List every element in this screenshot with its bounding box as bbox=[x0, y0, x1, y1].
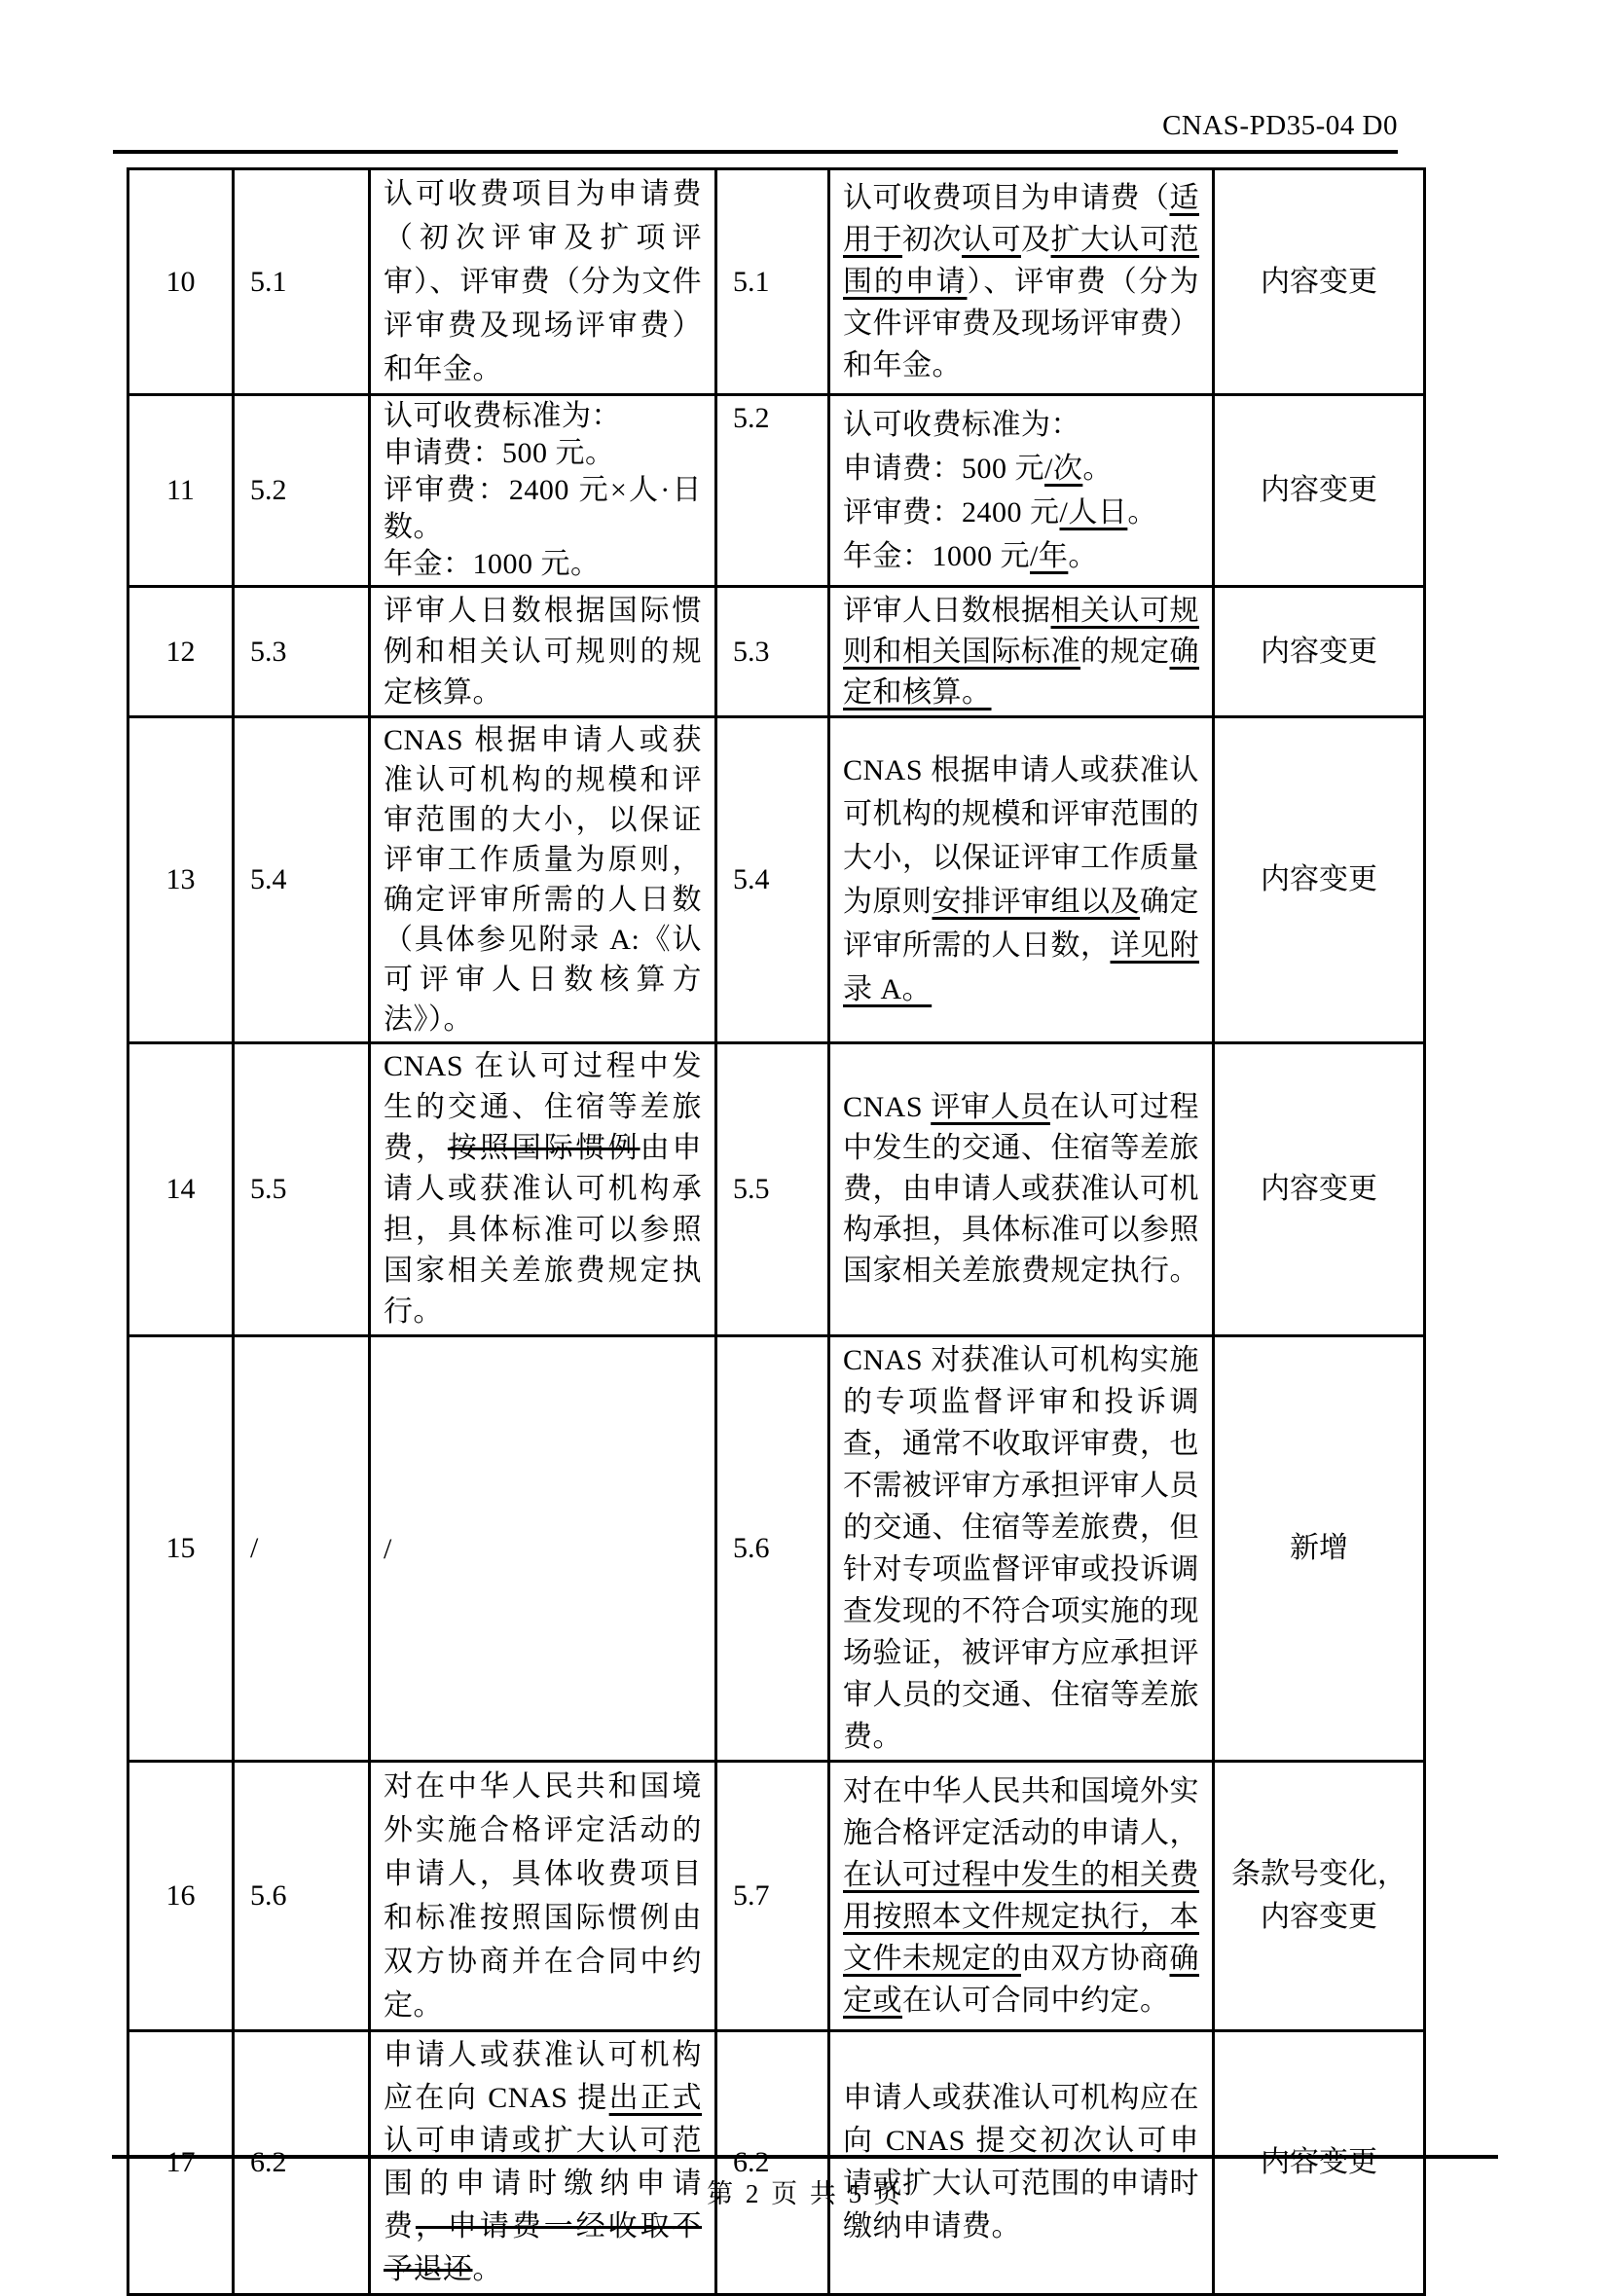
new-text-cell bbox=[829, 2031, 1214, 2295]
new-text-cell bbox=[829, 395, 1214, 587]
row-number: 17 bbox=[165, 2146, 196, 2178]
old-clause-text: 认可收费标准为： 申请费：500 元。 评审费：2400 元×人·日数。 年金：1000 元。 bbox=[384, 400, 702, 580]
change-type: 内容变更 bbox=[1261, 2146, 1377, 2178]
old-clause-cell bbox=[234, 587, 370, 717]
old-clause-cell bbox=[234, 1043, 370, 1336]
change-type: 内容变更 bbox=[1261, 265, 1377, 298]
old-clause-cell bbox=[234, 2031, 370, 2295]
old-clause-text: CNAS 根据申请人或获准认可机构的规模和评审范围的大小，以保证评审工作质量为原则，确定评审所需的人日数（具体参见附录 A:《认可评审人日数核算方法》）。 bbox=[384, 724, 702, 1036]
new-text-cell bbox=[829, 587, 1214, 717]
old-text-cell bbox=[370, 1762, 716, 2031]
change-type-cell bbox=[1214, 1043, 1425, 1336]
row-number: 12 bbox=[165, 635, 196, 668]
new-clause-cell bbox=[716, 395, 829, 587]
new-clause-text: 评审人日数根据相关认可规则和相关国际标准的规定确定和核算。 bbox=[843, 594, 1199, 709]
new-clause-text: 认可收费项目为申请费（适用于初次认可及扩大认可范围的申请）、评审费（分为文件评审费及现场评审费）和年金。 bbox=[843, 182, 1200, 382]
new-clause-text: 对在中华人民共和国境外实施合格评定活动的申请人，在认可过程中发生的相关费用按照本文件规定执行，本文件未规定的由双方协商确定或在认可合同中约定。 bbox=[843, 1775, 1199, 2017]
change-type-cell bbox=[1214, 587, 1425, 717]
old-clause-number: 5.1 bbox=[250, 265, 287, 298]
new-clause-cell bbox=[716, 1043, 829, 1336]
old-clause-text: 申请人或获准认可机构应在向 CNAS 提出正式认可申请或扩大认可范围的申请时缴纳申请费，申请费一经收取不予退还。 bbox=[384, 2039, 703, 2285]
old-text-cell bbox=[370, 717, 716, 1043]
new-clause-number: 5.5 bbox=[733, 1173, 770, 1205]
table-row bbox=[128, 2031, 1425, 2295]
table-row bbox=[128, 1336, 1425, 1762]
table-row bbox=[128, 717, 1425, 1043]
new-clause-cell bbox=[716, 2031, 829, 2295]
new-clause-number: 5.7 bbox=[733, 1879, 770, 1912]
old-clause-text: 对在中华人民共和国境外实施合格评定活动的申请人，具体收费项目和标准按照国际惯例由双方协商并在合同中约定。 bbox=[384, 1770, 702, 2022]
change-type: 内容变更 bbox=[1261, 863, 1377, 895]
change-type: 条款号变化， 内容变更 bbox=[1231, 1858, 1407, 1933]
old-clause-number: 5.2 bbox=[250, 474, 287, 506]
revision-comparison-table bbox=[127, 167, 1426, 2296]
new-clause-number: 5.3 bbox=[733, 635, 770, 668]
old-clause-number: 5.3 bbox=[250, 635, 287, 668]
new-clause-number: 5.1 bbox=[733, 265, 770, 298]
old-text-cell bbox=[370, 169, 716, 395]
old-clause-text: 评审人日数根据国际惯例和相关认可规则的规定核算。 bbox=[384, 594, 702, 709]
table-row bbox=[128, 395, 1425, 587]
row-number-cell bbox=[128, 1043, 234, 1336]
row-number-cell bbox=[128, 395, 234, 587]
old-text-cell bbox=[370, 395, 716, 587]
new-clause-cell bbox=[716, 717, 829, 1043]
change-type-cell bbox=[1214, 1762, 1425, 2031]
new-clause-text: CNAS 评审人员在认可过程中发生的交通、住宿等差旅费，由申请人或获准认可机构承担，具体标准可以参照国家相关差旅费规定执行。 bbox=[843, 1091, 1200, 1287]
row-number: 14 bbox=[165, 1173, 196, 1205]
new-clause-cell bbox=[716, 1762, 829, 2031]
old-clause-number: / bbox=[250, 1532, 259, 1564]
old-clause-cell bbox=[234, 717, 370, 1043]
row-number: 13 bbox=[165, 863, 196, 895]
new-text-cell bbox=[829, 1336, 1214, 1762]
new-clause-cell bbox=[716, 1336, 829, 1762]
new-text-cell bbox=[829, 1043, 1214, 1336]
new-clause-number: 6.2 bbox=[733, 2146, 770, 2178]
new-clause-text: CNAS 根据申请人或获准认可机构的规模和评审范围的大小，以保证评审工作质量为原则安排评审组以及确定评审所需的人日数，详见附录 A。 bbox=[843, 754, 1199, 1005]
new-text-cell bbox=[829, 717, 1214, 1043]
new-clause-number: 5.2 bbox=[733, 402, 770, 434]
row-number-cell bbox=[128, 587, 234, 717]
old-clause-text: 认可收费项目为申请费（初次评审及扩项评审）、评审费（分为文件评审费及现场评审费）和年金。 bbox=[384, 178, 702, 385]
change-type-cell bbox=[1214, 169, 1425, 395]
old-clause-number: 5.6 bbox=[250, 1879, 287, 1912]
old-text-cell bbox=[370, 1043, 716, 1336]
new-clause-text: 申请人或获准认可机构应在向 CNAS 提交初次认可申请或扩大认可范围的申请时缴纳申请费。 bbox=[843, 2082, 1200, 2242]
page-number: 第 2 页 共 5 页 bbox=[707, 2179, 903, 2208]
footer-rule bbox=[112, 2155, 1498, 2159]
table-row bbox=[128, 587, 1425, 717]
old-clause-cell bbox=[234, 395, 370, 587]
new-text-cell bbox=[829, 169, 1214, 395]
change-type-cell bbox=[1214, 395, 1425, 587]
new-clause-text: CNAS 对获准认可机构实施的专项监督评审和投诉调查，通常不收取评审费，也不需被评审方承担评审人员的交通、住宿等差旅费，但针对专项监督评审或投诉调查发现的不符合项实施的现场验证，被评审方应承担评审人员的交通、住宿等差旅费。 bbox=[843, 1344, 1199, 1753]
old-clause-text: CNAS 在认可过程中发生的交通、住宿等差旅费，按照国际惯例由申请人或获准认可机构承担，具体标准可以参照国家相关差旅费规定执行。 bbox=[384, 1050, 703, 1328]
table-row bbox=[128, 1043, 1425, 1336]
new-clause-number: 5.4 bbox=[733, 863, 770, 895]
row-number-cell bbox=[128, 169, 234, 395]
change-type-cell bbox=[1214, 1336, 1425, 1762]
table-row bbox=[128, 1762, 1425, 2031]
new-clause-cell bbox=[716, 587, 829, 717]
old-text-cell bbox=[370, 587, 716, 717]
row-number-cell bbox=[128, 2031, 234, 2295]
change-type-cell bbox=[1214, 717, 1425, 1043]
change-type: 内容变更 bbox=[1261, 474, 1377, 506]
row-number-cell bbox=[128, 1762, 234, 2031]
new-clause-text: 认可收费标准为： 申请费：500 元/次。 评审费：2400 元/人日。 年金：1000 元/年。 bbox=[843, 409, 1157, 572]
old-clause-text: / bbox=[384, 1532, 392, 1565]
row-number-cell bbox=[128, 717, 234, 1043]
new-text-cell bbox=[829, 1762, 1214, 2031]
change-type: 内容变更 bbox=[1261, 635, 1377, 668]
new-clause-number: 5.6 bbox=[733, 1532, 770, 1564]
new-clause-cell bbox=[716, 169, 829, 395]
old-clause-cell bbox=[234, 1336, 370, 1762]
old-clause-cell bbox=[234, 1762, 370, 2031]
row-number: 11 bbox=[166, 474, 195, 506]
old-clause-number: 5.5 bbox=[250, 1173, 287, 1205]
table-row bbox=[128, 169, 1425, 395]
row-number: 10 bbox=[165, 265, 196, 298]
row-number: 15 bbox=[165, 1532, 196, 1564]
change-type: 新增 bbox=[1290, 1532, 1348, 1564]
change-type-cell bbox=[1214, 2031, 1425, 2295]
old-clause-number: 6.2 bbox=[250, 2146, 287, 2178]
revision-table-body bbox=[128, 169, 1425, 2295]
row-number-cell bbox=[128, 1336, 234, 1762]
old-clause-number: 5.4 bbox=[250, 863, 287, 895]
old-text-cell bbox=[370, 2031, 716, 2295]
old-text-cell bbox=[370, 1336, 716, 1762]
row-number: 16 bbox=[165, 1879, 196, 1912]
doc-code: CNAS-PD35-04 D0 bbox=[113, 109, 1398, 154]
old-clause-cell bbox=[234, 169, 370, 395]
change-type: 内容变更 bbox=[1261, 1173, 1377, 1205]
